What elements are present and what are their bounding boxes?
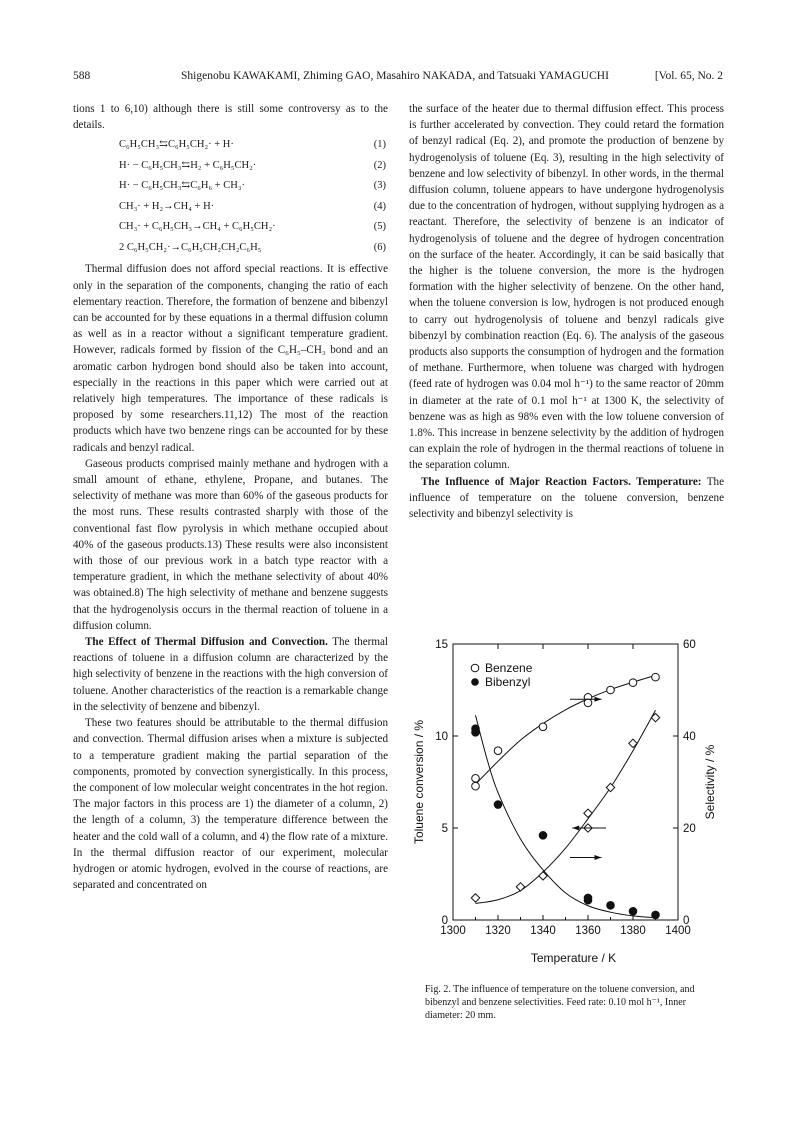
- equation-text: CH₃· + H₂→CH₄ + H·: [119, 200, 215, 212]
- bibenzyl-point: [584, 896, 592, 904]
- toluene-conversion-point: [606, 783, 614, 791]
- toluene-conversion-point: [516, 883, 524, 891]
- benzene-curve: [476, 675, 656, 784]
- right-column: [409, 101, 724, 522]
- page-number: 588: [73, 70, 91, 82]
- paragraph-text: The thermal reactions of toluene in a diffusion column are characterized by the high selectivity of benzene in the reactions with the high conversion of toluene. Another characteristics of the reaction is a remarkable change in the selectivity of benzene and bibenzyl.: [73, 636, 389, 713]
- paragraph: [73, 634, 388, 715]
- y-right-tick-label: 0: [683, 915, 690, 927]
- equation-text: H· − C₆H₅CH₃⇆C₆H₆ + CH₃·: [119, 180, 246, 192]
- section-heading: The Effect of Thermal Diffusion and Convection.: [85, 636, 328, 649]
- equation-number: (4): [373, 200, 386, 212]
- x-tick-label: 1300: [440, 925, 466, 937]
- x-tick-label: 1400: [665, 925, 691, 937]
- equation-text: CH₃· + C₆H₅CH₃→CH₄ + C₆H₅CH₂·: [119, 221, 276, 233]
- benzene-point: [472, 782, 480, 790]
- caption-text: The influence of temperature on the toluene conversion, and bibenzyl and benzene selectivities. Feed rate: 0.10 mol h⁻¹, Inner diameter: 20 mm.: [425, 984, 695, 1021]
- left-column: [73, 101, 388, 893]
- y-right-tick-label: 60: [683, 639, 696, 651]
- benzene-arrow-head: [595, 697, 602, 702]
- x-tick-label: 1360: [575, 925, 601, 937]
- benzene-point: [494, 747, 502, 755]
- benzene-point: [652, 673, 660, 681]
- equation-block: [73, 135, 388, 258]
- toluene-conversion-point: [471, 894, 479, 902]
- y-left-tick-label: 10: [435, 731, 448, 743]
- paragraph: These two features should be attributable to the thermal diffusion and convection. Thermal diffusion arises when a mixture is subjected to a temperature gradient making the partial separation of the components, promoted by convection synergistically. In this process, the component of low molecular weight concentrates in the hot region. The major factors in this process are 1) the diameter of a column, 2) the length of a column, 3) the temperature difference between the heater and the cold wall of a column, and 4) the flow rate of a mixture. In the thermal diffusion reactor of our experiment, molecular hydrogen or atomic hydrogen, evolved in the course of reactions, are separated and concentrated on: [73, 717, 388, 892]
- paragraph-text: The influence of temperature on the toluene conversion, benzene selectivity and bibenzyl selectivity is: [409, 475, 724, 521]
- equation: [73, 238, 388, 259]
- equation-text: H· − C₆H₅CH₃⇆H₂ + C₆H₅CH₂·: [119, 159, 257, 171]
- bibenzyl-point: [494, 801, 502, 809]
- paragraph-intro: tions 1 to 6,10) although there is still some controversy as to the details.: [73, 103, 388, 132]
- toluene-conversion-curve: [476, 710, 656, 903]
- benzene-point: [472, 775, 480, 783]
- y-right-axis-label: Selectivity / %: [703, 744, 717, 820]
- bibenzyl-point: [607, 901, 615, 909]
- x-axis-label: Temperature / K: [530, 951, 617, 965]
- y-right-tick-label: 40: [683, 731, 696, 743]
- equation: [73, 197, 388, 218]
- equation: [73, 217, 388, 238]
- legend-bibenzyl-marker: [471, 678, 479, 686]
- x-tick-label: 1340: [530, 925, 556, 937]
- y-left-tick-label: 5: [441, 823, 448, 835]
- equation-number: (2): [373, 159, 386, 171]
- equation-number: (6): [373, 241, 386, 253]
- bibenzyl-arrow-head: [595, 855, 602, 860]
- paragraph: Thermal diffusion does not afford special reactions. It is effective only in the separation of the components, changing the ratio of each elementary reaction. Therefore, the formation of benzene and bibenzyl can be accounted for by these equations in a thermal diffusion column as well as in a reactor without a significant temperature gradient. However, radicals formed by fission of the C₆H₅–CH₃ bond and an aromatic carbon hydrogen bond should also be taken into account, especially in the reactions in this paper which were carried out at relatively high temperatures. The importance of these radicals is proposed by some researchers.11,12) The most of the reaction products which have two benzene rings can be accounted for by these radicals and benzyl radical.: [73, 263, 388, 454]
- paragraph: Gaseous products comprised mainly methane and hydrogen with a small amount of ethane, ethylene, Propane, and butanes. The selectivity of methane was more than 60% of the gaseous products for the most runs. These results contrasted sharply with those of the conventional fast flow pyrolysis in which methane occupied about 40% of the gaseous products.13) These results were also inconsistent with those of our previous work in a batch type reactor with a temperature gradient, in which the methane selectivity of about 40% was obtained.8) The high selectivity of methane and benzene suggests that the hydrogenolysis occurs in the thermal reaction of toluene in a diffusion column.: [73, 457, 388, 632]
- equation-number: (5): [373, 221, 386, 233]
- y-left-tick-label: 15: [435, 639, 448, 651]
- bibenzyl-point: [629, 907, 637, 915]
- header-volume: [Vol. 65, No. 2: [654, 70, 723, 82]
- y-right-tick-label: 20: [683, 823, 696, 835]
- caption-label: Fig. 2.: [425, 984, 451, 995]
- bibenzyl-curve: [476, 715, 656, 917]
- equation: [73, 135, 388, 156]
- equation-text: C₆H₅CH₃⇆C₆H₅CH₂· + H·: [119, 139, 234, 151]
- bibenzyl-point: [652, 911, 660, 919]
- legend-benzene-marker: [471, 664, 479, 672]
- equation-text: 2 C₆H₅CH₂·→C₆H₅CH₂CH₂C₆H₅: [119, 241, 262, 253]
- paragraph: the surface of the heater due to thermal diffusion effect. This process is further accelerated by convection. They could retard the formation of benzyl radical (Eq. 2), and promote the production of benzene by hydrogenolysis of toluene (Eq. 3), resulting in the high selectivity of benzene and low selectivity of bibenzyl. In other words, in the thermal diffusion column, toluene appears to have undergone hydrogenolysis due to the concentration of hydrogen, without supplying hydrogen as a reactant. Therefore, the selectivity of benzene is an indicator of hydrogenolysis of toluene and the degree of hydrogen concentration on the surface of the heater. Accordingly, it can be said basically that the higher is the toluene conversion, the more is the hydrogen formation with the higher selectivity of benzene. On the other hand, when the toluene conversion is low, hydrogen is not produced enough to carry out hydrogenolysis of toluene and benzyl radicals give bibenzyl by combination reaction (Eq. 6). The analysis of the gaseous products also supports the consumption of hydrogen and the formation of methane. Furthermore, when toluene was charged with hydrogen (feed rate of hydrogen was 0.04 mol h⁻¹) to the same reactor of 20mm in diameter at the rate of 0.1 mol h⁻¹ at 1300 K, the selectivity of benzene was as high as 98% even with the low toluene conversion of 1.8%. This increase in benzene selectivity by the addition of hydrogen can explain the role of hydrogen in the thermal reactions of toluene in the separation column.: [409, 103, 724, 472]
- toluene-arrow-head: [572, 826, 579, 831]
- x-tick-label: 1380: [620, 925, 646, 937]
- bibenzyl-point: [472, 729, 480, 737]
- benzene-point: [539, 723, 547, 731]
- benzene-point: [607, 686, 615, 694]
- legend-bibenzyl-label: Bibenzyl: [485, 675, 531, 689]
- equation: [73, 176, 388, 197]
- toluene-conversion-point: [584, 809, 592, 817]
- benzene-point: [584, 699, 592, 707]
- bibenzyl-point: [539, 832, 547, 840]
- paragraph: [409, 474, 724, 523]
- figure-caption: [425, 983, 715, 1022]
- equation-number: (1): [373, 139, 386, 151]
- equation: [73, 156, 388, 177]
- y-left-tick-label: 0: [441, 915, 448, 927]
- benzene-point: [629, 679, 637, 687]
- y-left-axis-label: Toluene conversion / %: [412, 719, 426, 845]
- section-heading: The Influence of Major Reaction Factors. Temperature:: [421, 475, 702, 488]
- legend-benzene-label: Benzene: [485, 661, 533, 675]
- header-authors: Shigenobu KAWAKAMI, Zhiming GAO, Masahiro NAKADA, and Tatsuaki YAMAGUCHI: [181, 70, 609, 82]
- x-tick-label: 1320: [485, 925, 511, 937]
- figure-2-chart: [400, 630, 730, 975]
- equation-number: (3): [373, 180, 386, 192]
